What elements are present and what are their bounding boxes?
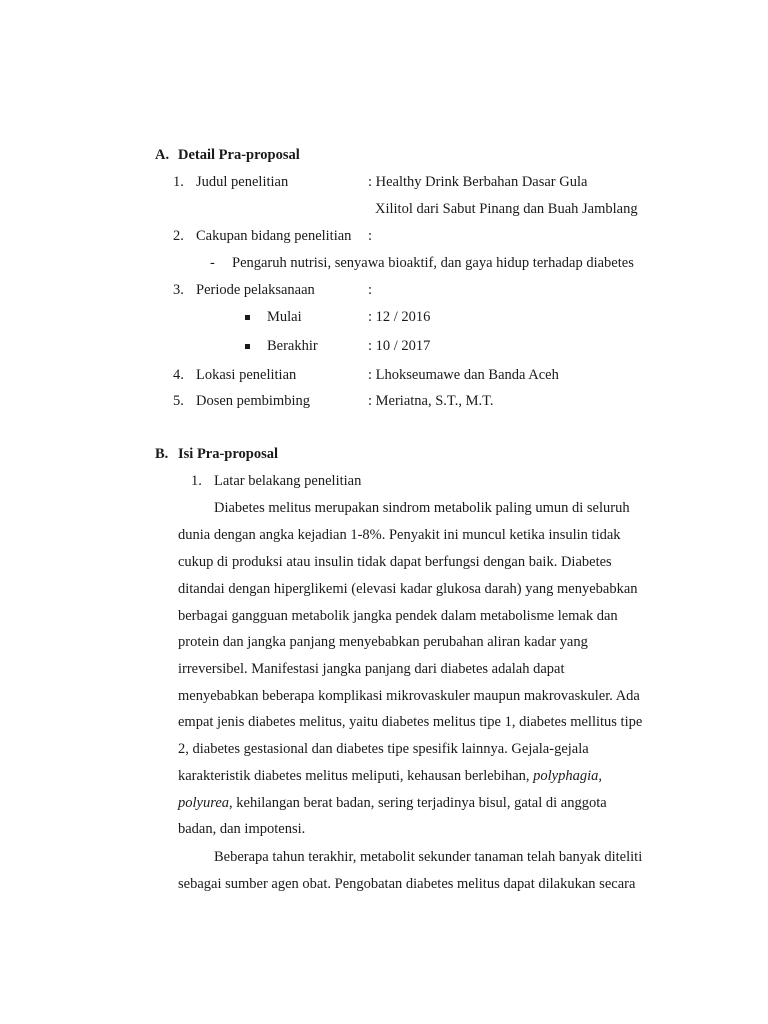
item-3-number: 3.: [173, 282, 184, 298]
item-5-value: : Meriatna, S.T., M.T.: [368, 393, 494, 409]
paragraph-line: protein dan jangka panjang menyebabkan perubahan aliran kadar yang: [178, 634, 588, 650]
item-3-label: Periode pelaksanaan: [196, 282, 315, 298]
paragraph-line: [178, 795, 607, 812]
subsection-title: Latar belakang penelitian: [214, 473, 362, 489]
item-2-label: Cakupan bidang penelitian: [196, 228, 352, 244]
item-1-value: : Healthy Drink Berbahan Dasar Gula: [368, 174, 588, 190]
paragraph-text: karakteristik diabetes melitus meliputi, kehausan berlebihan,: [178, 768, 534, 784]
item-5-number: 5.: [173, 393, 184, 409]
square-bullet-icon: [245, 344, 250, 349]
period-end-value: : 10 / 2017: [368, 338, 431, 354]
period-start-value: : 12 / 2016: [368, 309, 431, 325]
scope-text: Pengaruh nutrisi, senyawa bioaktif, dan gaya hidup terhadap diabetes: [232, 255, 634, 271]
paragraph-line: Diabetes melitus merupakan sindrom metabolik paling umun di seluruh: [214, 500, 630, 516]
item-5-label: Dosen pembimbing: [196, 393, 310, 409]
item-4-label: Lokasi penelitian: [196, 367, 297, 383]
square-bullet-icon: [245, 315, 250, 320]
paragraph-line: 2, diabetes gestasional dan diabetes tipe spesifik lainnya. Gejala-gejala: [178, 741, 589, 757]
paragraph-line: badan, dan impotensi.: [178, 821, 306, 837]
paragraph-line: menyebabkan beberapa komplikasi mikrovaskuler maupun makrovaskuler. Ada: [178, 688, 640, 704]
item-1-label: Judul penelitian: [196, 174, 289, 190]
section-a-letter: A.: [155, 147, 170, 163]
paragraph-line: irreversibel. Manifestasi jangka panjang dari diabetes adalah dapat: [178, 661, 565, 677]
item-2-value: :: [368, 228, 373, 244]
item-4-number: 4.: [173, 367, 184, 383]
paragraph-line: Beberapa tahun terakhir, metabolit sekunder tanaman telah banyak diteliti: [214, 849, 643, 865]
item-1-number: 1.: [173, 174, 184, 190]
scope-dash: -: [210, 255, 215, 271]
item-1-value-continued: Xilitol dari Sabut Pinang dan Buah Jamblang: [375, 201, 638, 217]
paragraph-line: empat jenis diabetes melitus, yaitu diabetes melitus tipe 1, diabetes mellitus tipe: [178, 714, 643, 730]
section-a-title: Detail Pra-proposal: [178, 147, 300, 163]
paragraph-line: dunia dengan angka kejadian 1-8%. Penyakit ini muncul ketika insulin tidak: [178, 527, 621, 543]
period-start-label: Mulai: [267, 309, 302, 325]
subsection-number: 1.: [191, 473, 202, 489]
section-b-letter: B.: [155, 446, 169, 462]
item-3-value: :: [368, 282, 373, 298]
paragraph-line: [178, 768, 602, 785]
paragraph-text: , kehilangan berat badan, sering terjadinya bisul, gatal di anggota: [229, 795, 607, 811]
paragraph-line: cukup di produksi atau insulin tidak dapat berfungsi dengan baik. Diabetes: [178, 554, 612, 570]
paragraph-line: berbagai gangguan metabolik jangka pendek dalam metabolisme lemak dan: [178, 608, 618, 624]
paragraph-line: sebagai sumber agen obat. Pengobatan diabetes melitus dapat dilakukan secara: [178, 876, 636, 892]
period-end-label: Berakhir: [267, 338, 318, 354]
paragraph-line: ditandai dengan hiperglikemi (elevasi kadar glukosa darah) yang menyebabkan: [178, 581, 638, 597]
italic-term: polyphagia,: [533, 768, 603, 784]
italic-term: polyurea: [178, 795, 230, 811]
section-b-title: Isi Pra-proposal: [178, 446, 279, 462]
item-4-value: : Lhokseumawe dan Banda Aceh: [368, 367, 559, 383]
item-2-number: 2.: [173, 228, 184, 244]
